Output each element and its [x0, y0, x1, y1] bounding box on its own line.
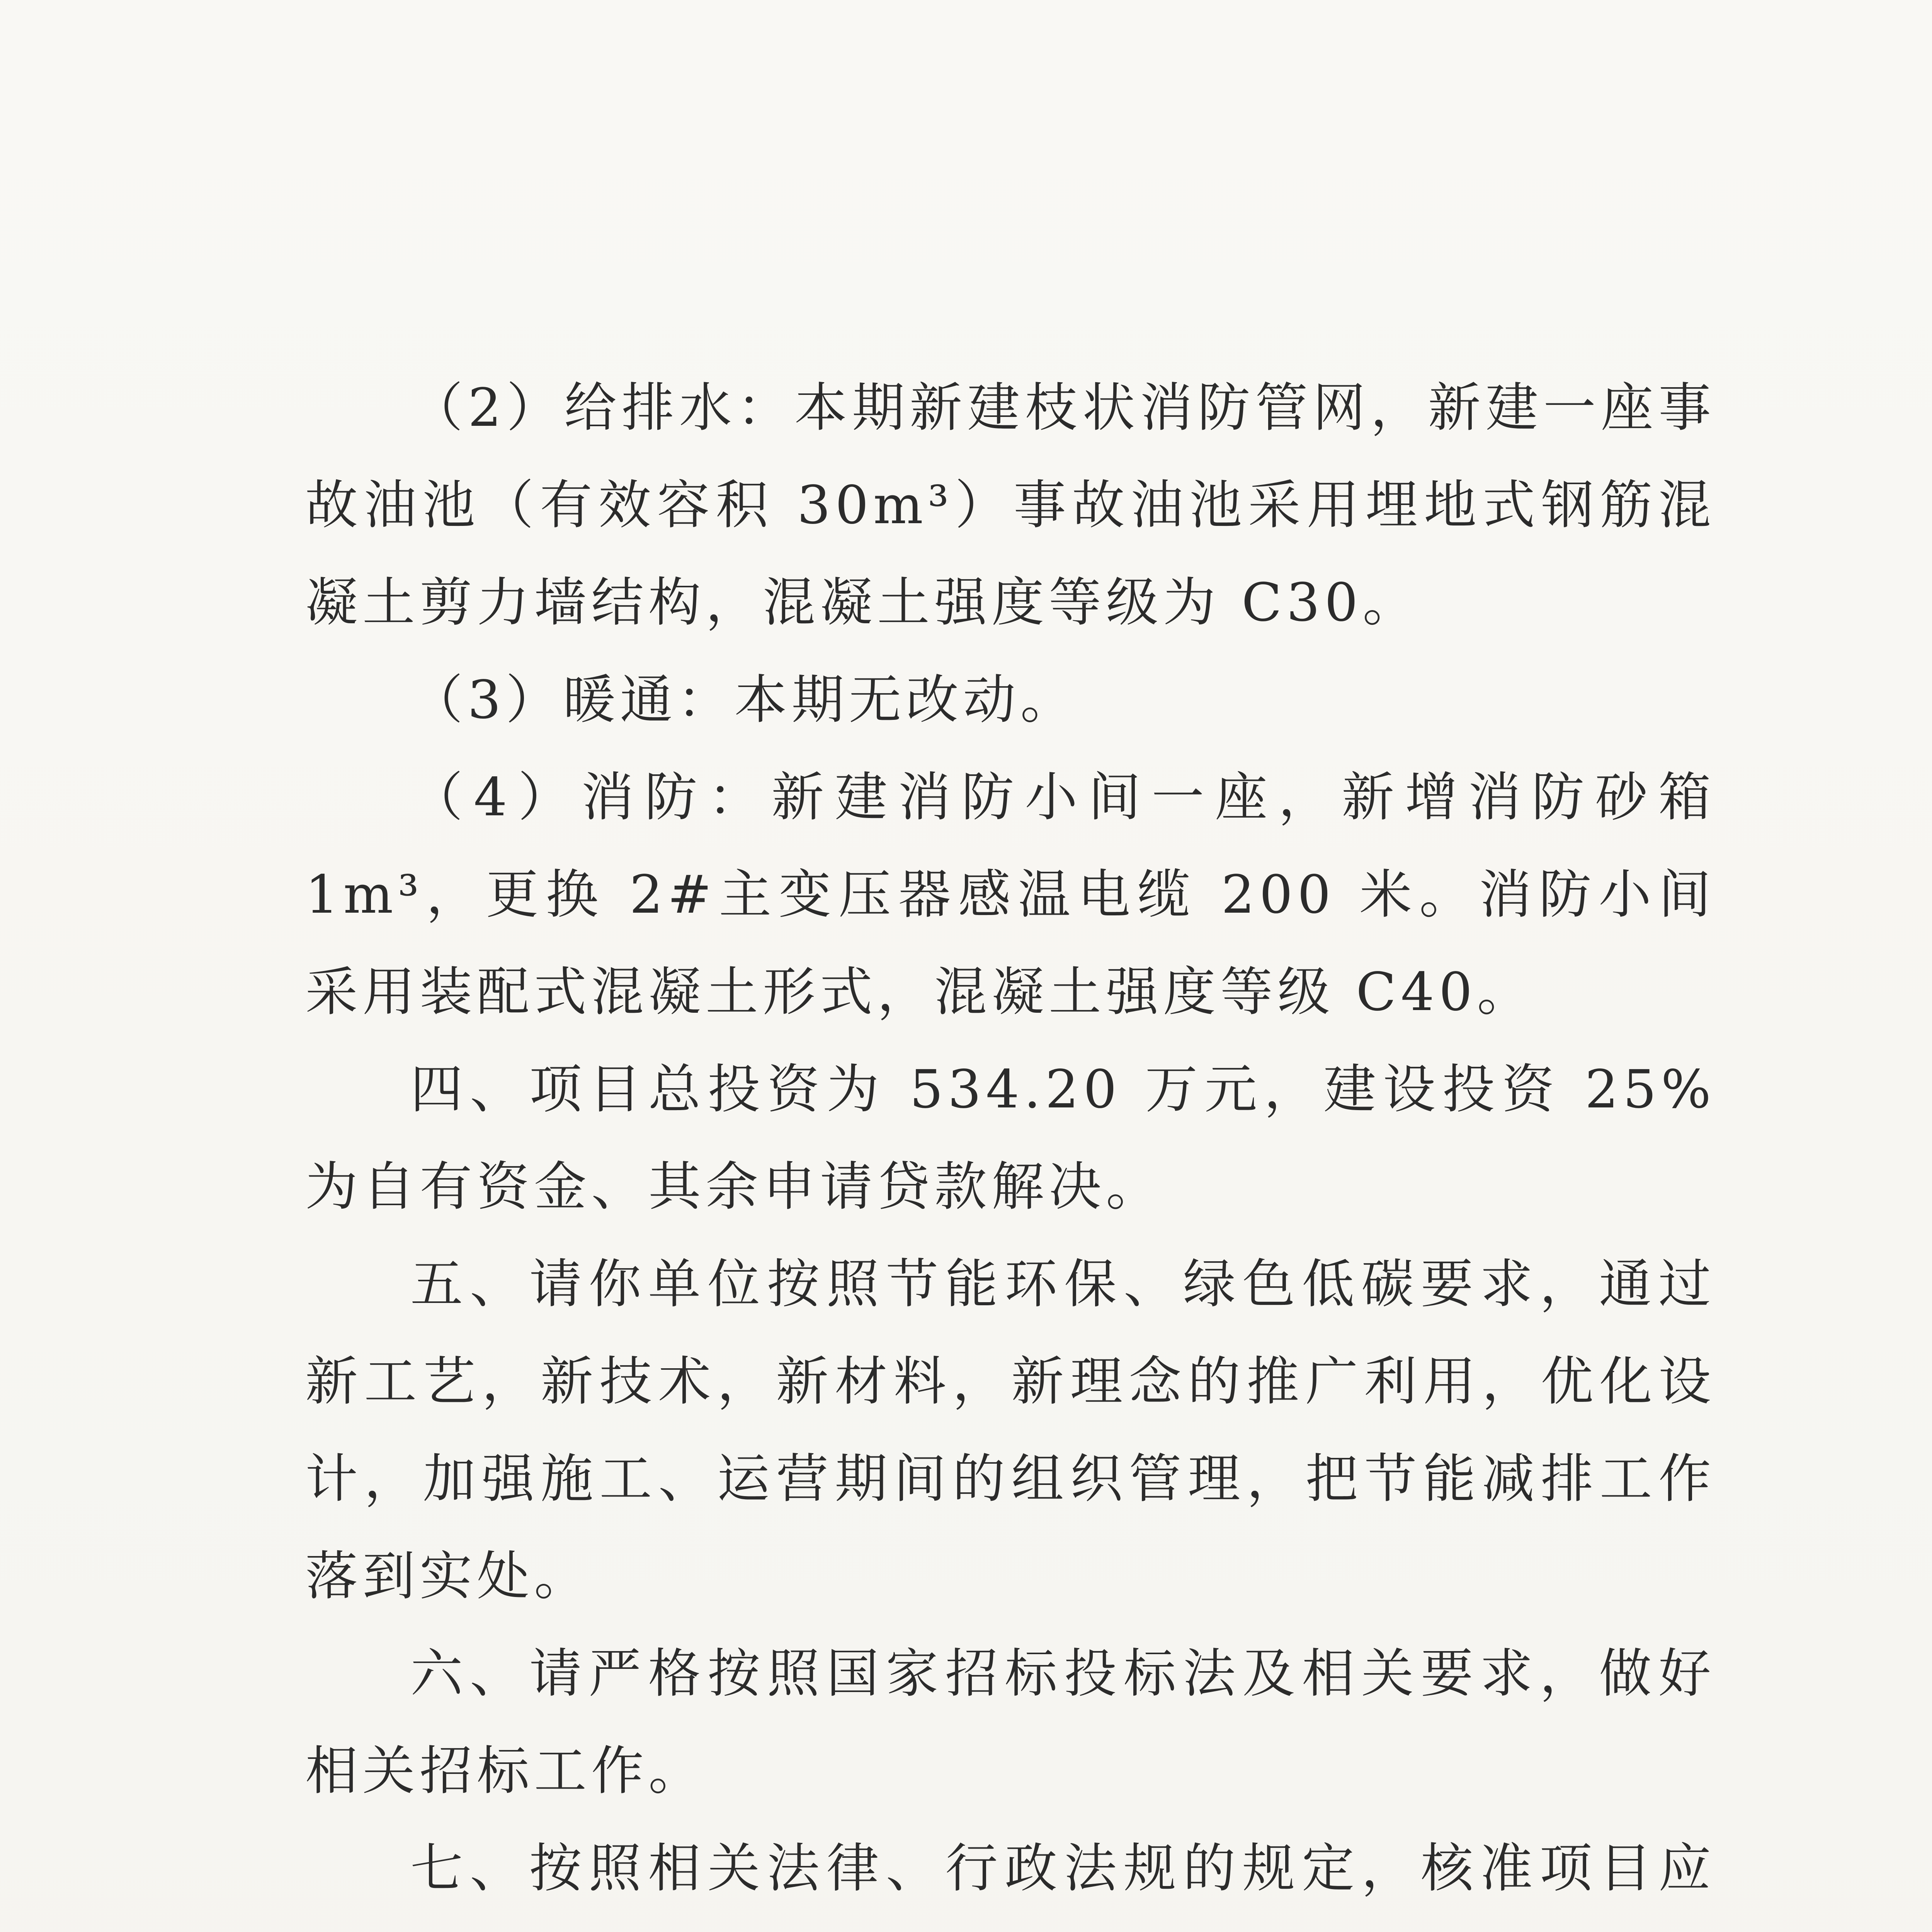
paragraph-water-supply: （2）给排水：本期新建枝状消防管网，新建一座事故油池（有效容积 30m³）事故油池采用埋地式钢筋混凝土剪力墙结构，混凝土强度等级为 C30。 — [305, 378, 1716, 633]
paragraph-energy-saving: 五、请你单位按照节能环保、绿色低碳要求，通过新工艺，新技术，新材料，新理念的推广利用，优化设计，加强施工、运营期间的组织管理，把节能减排工作落到实处。 — [305, 1254, 1716, 1607]
document-body — [305, 359, 1716, 1932]
paragraph-hvac: （3）暖通：本期无改动。 — [410, 670, 1078, 731]
paragraph-prerequisite-documents: 七、按照相关法律、行政法规的规定，核准项目应 — [410, 1838, 1716, 1899]
paragraph-investment: 四、项目总投资为 534.20 万元，建设投资 25%为自有资金、其余申请贷款解决。 — [305, 1059, 1716, 1218]
paragraph-bidding: 六、请严格按照国家招标投标法及相关要求，做好相关招标工作。 — [305, 1643, 1716, 1802]
paragraph-fire-protection: （4）消防：新建消防小间一座，新增消防砂箱 1m³，更换 2#主变压器感温电缆 200 米。消防小间采用装配式混凝土形式，混凝土强度等级 C40。 — [305, 767, 1716, 1023]
